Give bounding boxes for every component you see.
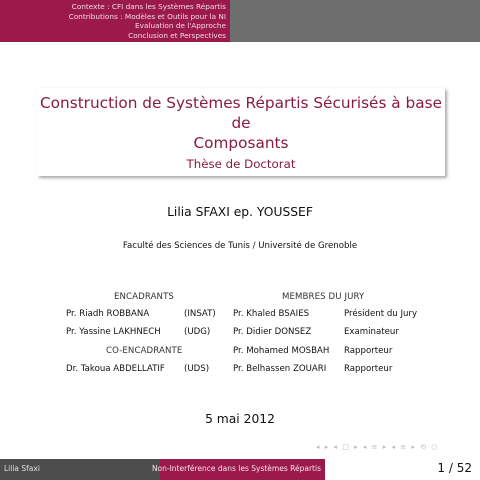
author-name: Lilia SFAXI ep. YOUSSEF bbox=[167, 205, 313, 219]
page-number: 1 / 52 bbox=[437, 461, 472, 475]
encadrants-heading: ENCADRANTS bbox=[114, 292, 174, 302]
footer-author: Lilia Sfaxi bbox=[4, 464, 40, 473]
next-slide-icon[interactable]: ▸ bbox=[411, 443, 417, 451]
nav-item-contributions[interactable]: Contributions : Modèles et Outils pour la NI bbox=[68, 11, 226, 21]
encadrant-name: Pr. Riadh ROBBANA bbox=[66, 309, 150, 319]
jury-member-name: Pr. Belhassen ZOUARI bbox=[233, 364, 327, 374]
encadrant-affiliation: (UDG) bbox=[184, 327, 211, 337]
next-frame-icon[interactable]: ▸ bbox=[324, 443, 330, 451]
section-icon[interactable]: ≡ bbox=[371, 443, 379, 451]
jury-member-role: Rapporteur bbox=[344, 346, 393, 356]
header-bar bbox=[0, 0, 480, 42]
beamer-navigation-controls bbox=[316, 443, 439, 451]
search-icon[interactable]: ⟲ bbox=[420, 443, 428, 451]
prev-frame-icon[interactable]: ◂ bbox=[316, 443, 322, 451]
footer-author-section bbox=[0, 459, 160, 480]
prev-slide-icon[interactable]: ◂ bbox=[391, 443, 397, 451]
jury-member-name: Pr. Khaled BSAIES bbox=[233, 309, 310, 319]
jury-member-name: Pr. Didier DONSEZ bbox=[233, 327, 312, 337]
jury-heading: MEMBRES DU JURY bbox=[282, 292, 365, 302]
defense-date: 5 mai 2012 bbox=[205, 412, 275, 426]
jury-member-role: Rapporteur bbox=[344, 364, 393, 374]
footer-bar bbox=[0, 459, 480, 480]
co-encadrante-affiliation: (UDS) bbox=[184, 364, 210, 374]
next-subsection-icon[interactable]: ▸ bbox=[354, 443, 360, 451]
jury-member-role: Président du Jury bbox=[344, 309, 418, 319]
encadrant-name: Pr. Yassine LAKHNECH bbox=[66, 327, 161, 337]
jury-member-role: Examinateur bbox=[344, 327, 399, 337]
institute: Faculté des Sciences de Tunis / Université de Grenoble bbox=[122, 241, 358, 251]
header-right-panel bbox=[230, 0, 480, 42]
jury-member-name: Pr. Mohamed MOSBAH bbox=[233, 346, 330, 356]
nav-item-conclusion[interactable]: Conclusion et Perspectives bbox=[128, 30, 226, 40]
title-block bbox=[37, 88, 445, 176]
nav-item-contexte[interactable]: Contexte : CFI dans les Systèmes Répartis bbox=[71, 2, 226, 11]
frame-icon[interactable]: □ bbox=[342, 443, 351, 451]
nav-item-evaluation[interactable]: Evaluation de l'Approche bbox=[135, 21, 226, 30]
section-nav bbox=[0, 0, 230, 42]
footer-page-section bbox=[325, 459, 480, 480]
thesis-title-line2: Composants bbox=[193, 134, 289, 152]
thesis-title-line1: Construction de Systèmes Répartis Sécurisés à base de bbox=[39, 94, 442, 132]
encadrant-affiliation: (INSAT) bbox=[184, 309, 216, 319]
footer-title-section bbox=[151, 459, 325, 480]
zoom-icon[interactable]: ○ bbox=[431, 443, 439, 451]
slide-icon[interactable]: ≡ bbox=[400, 443, 408, 451]
thesis-title bbox=[37, 93, 445, 153]
thesis-subtitle: Thèse de Doctorat bbox=[186, 157, 296, 171]
footer-title: Non-Interférence dans les Systèmes Répartis bbox=[151, 464, 321, 473]
co-encadrante-name: Dr. Takoua ABDELLATIF bbox=[66, 364, 165, 374]
co-encadrante-heading: CO-ENCADRANTE bbox=[106, 346, 183, 356]
prev-subsection-icon[interactable]: ◂ bbox=[333, 443, 339, 451]
section-nav-list bbox=[69, 2, 226, 40]
prev-section-icon[interactable]: ◂ bbox=[362, 443, 368, 451]
next-section-icon[interactable]: ▸ bbox=[382, 443, 388, 451]
